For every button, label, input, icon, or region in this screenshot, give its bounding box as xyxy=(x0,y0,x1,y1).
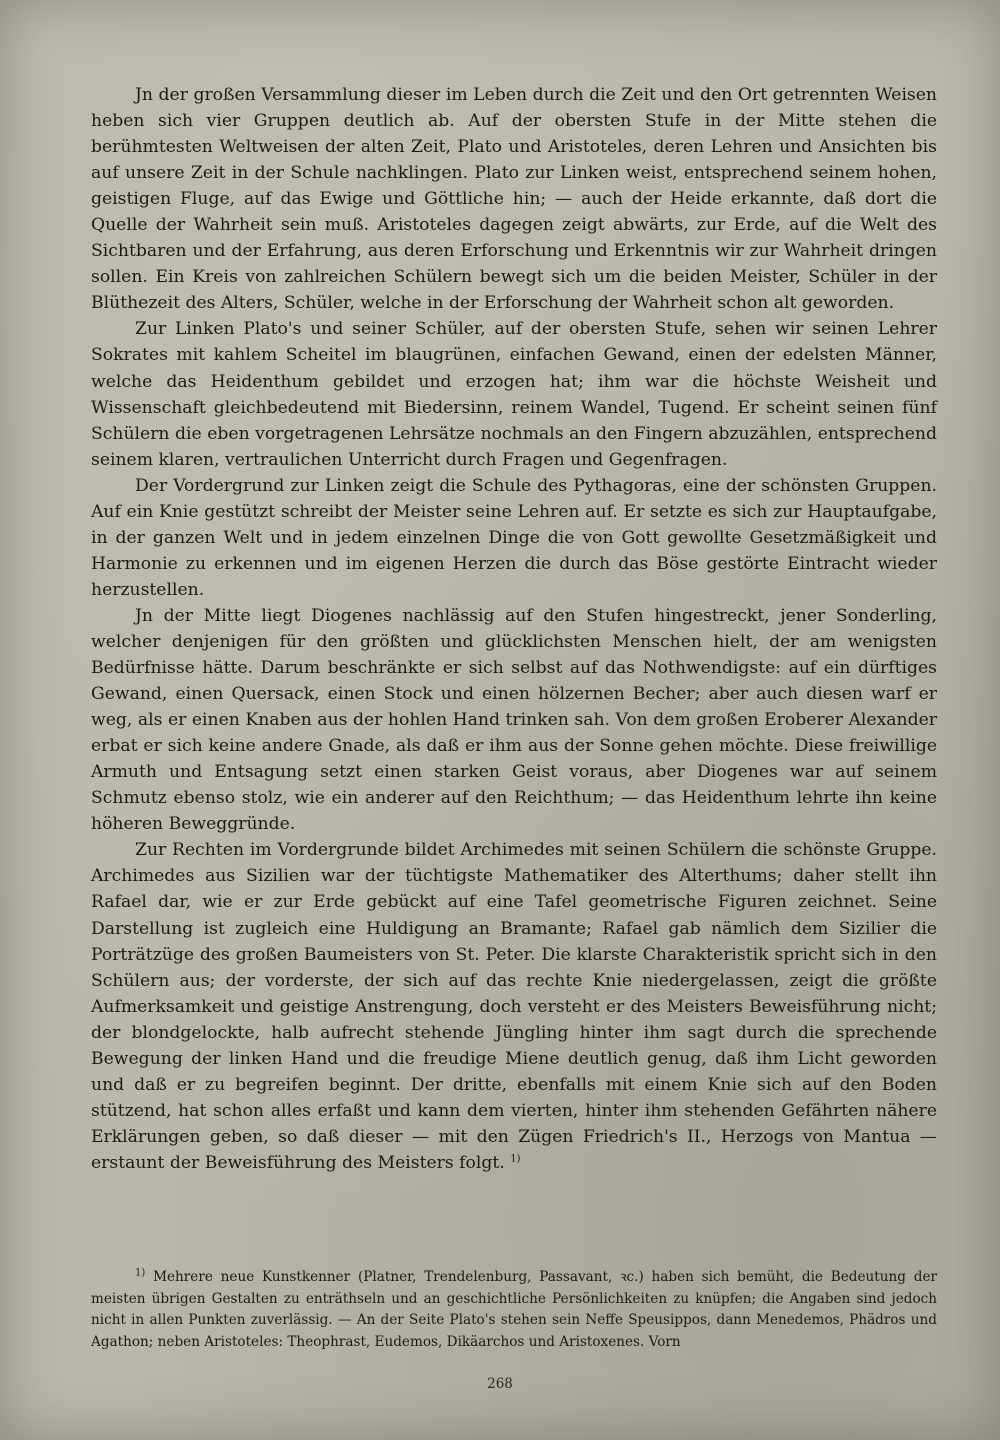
page-number: 268 xyxy=(487,1376,513,1392)
footnote-marker: 1) xyxy=(135,1267,146,1279)
paragraph-5-text: Zur Rechten im Vordergrunde bildet Archimedes mit seinen Schülern die schönste Gruppe. Archimedes aus Sizilien war der tüchtigste Mathematiker des Alterthums; daher stellt ihn Rafael dar, wie er zur Erde gebückt auf eine Tafel geometrische Figuren zeichnet. Seine Darstellung ist zugleich eine Huldigung an Bramante; Rafael gab nämlich dem Sizilier die Porträtzüge des großen Baumeisters von St. Peter. Die klarste Charakteristik spricht sich in den Schülern aus; der vorderste, der sich auf das rechte Knie niedergelassen, zeigt die größte Aufmerksamkeit und geistige Anstrengung, doch versteht er des Meisters Beweisführung nicht; der blondgelockte, halb aufrecht stehende Jüngling hinter ihm sagt durch die sprechende Bewegung der linken Hand und die freudige Miene deutlich genug, daß ihm Licht geworden und daß er zu begreifen beginnt. Der dritte, ebenfalls mit einem Knie sich auf den Boden stützend, hat schon alles erfaßt und kann dem vierten, hinter ihm stehenden Gefährten nähere Erklärungen geben, so daß dieser — mit den Zügen Friedrich's II., Herzogs von Mantua — erstaunt der Beweisführung des Meisters folgt. xyxy=(91,840,937,1173)
main-text xyxy=(91,82,937,1176)
paragraph-2: Zur Linken Plato's und seiner Schüler, auf der obersten Stufe, sehen wir seinen Lehrer Sokrates mit kahlem Scheitel im blaugrünen, einfachen Gewand, einen der edelsten Männer, welche das Heidenthum gebildet und erzogen hat; ihm war die höchste Weisheit und Wissenschaft gleichbedeutend mit Biedersinn, reinem Wandel, Tugend. Er scheint seinen fünf Schülern die eben vorgetragenen Lehrsätze nochmals an den Fingern abzuzählen, entsprechend seinem klaren, vertraulichen Unterricht durch Fragen und Gegenfragen. xyxy=(91,319,937,470)
footnotes xyxy=(91,1267,937,1353)
footnote-text: Mehrere neue Kunstkenner (Platner, Trendelenburg, Passavant, ꝛc.) haben sich bemüht, die Bedeutung der meisten übrigen Gestalten zu enträthseln und an geschichtliche Persönlichkeiten zu knüpfen; die Angaben sind jedoch nicht in allen Punkten zuverlässig. — An der Seite Plato's stehen sein Neffe Speusippos, dann Menedemos, Phädros und Agathon; neben Aristoteles: Theophrast, Eudemos, Dikäarchos und Aristoxenes. Vorn xyxy=(91,1269,938,1350)
footnote-1 xyxy=(91,1267,937,1353)
paragraph-3: Der Vordergrund zur Linken zeigt die Schule des Pythagoras, eine der schönsten Gruppen. Auf ein Knie gestützt schreibt der Meister seine Lehren auf. Er setzte es sich zur Hauptaufgabe, in der ganzen Welt und in jedem einzelnen Dinge die von Gott gewollte Gesetzmäßigkeit und Harmonie zu erkennen und im eigenen Herzen die durch das Böse gestörte Eintracht wieder herzustellen. xyxy=(91,475,937,600)
paragraph-4: Jn der Mitte liegt Diogenes nachlässig auf den Stufen hingestreckt, jener Sonderling, welcher denjenigen für den größten und glücklichsten Menschen hielt, der am wenigsten Bedürfnisse hätte. Darum beschränkte er sich selbst auf das Nothwendigste: auf ein dürftiges Gewand, einen Quersack, einen Stock und einen hölzernen Becher; aber auch diesen warf er weg, als er einen Knaben aus der hohlen Hand trinken sah. Von dem großen Eroberer Alexander erbat er sich keine andere Gnade, als daß er ihm aus der Sonne gehen möchte. Diese freiwillige Armuth und Entsagung setzt einen starken Geist voraus, aber Diogenes war auf seinem Schmutz ebenso stolz, wie ein anderer auf den Reichthum; — das Heidenthum lehrte ihn keine höheren Beweggründe. xyxy=(91,605,937,835)
paragraph-1: Jn der großen Versammlung dieser im Leben durch die Zeit und den Ort getrennten Weisen heben sich vier Gruppen deutlich ab. Auf der obersten Stufe in der Mitte stehen die berühmtesten Weltweisen der alten Zeit, Plato und Aristoteles, deren Lehren und Ansichten bis auf unsere Zeit in der Schule nachklingen. Plato zur Linken weist, entsprechend seinem hohen, geistigen Fluge, auf das Ewige und Göttliche hin; — auch der Heide erkannte, daß dort die Quelle der Wahrheit sein muß. Aristoteles dagegen zeigt abwärts, zur Erde, auf die Welt des Sichtbaren und der Erfahrung, aus deren Erforschung und Erkenntnis wir zur Wahrheit dringen sollen. Ein Kreis von zahlreichen Schülern bewegt sich um die beiden Meister, Schüler in der Blüthezeit des Alters, Schüler, welche in der Erforschung der Wahrheit schon alt geworden. xyxy=(91,85,937,314)
footnote-reference: 1) xyxy=(510,1153,521,1165)
paragraph-5 xyxy=(91,837,937,1176)
